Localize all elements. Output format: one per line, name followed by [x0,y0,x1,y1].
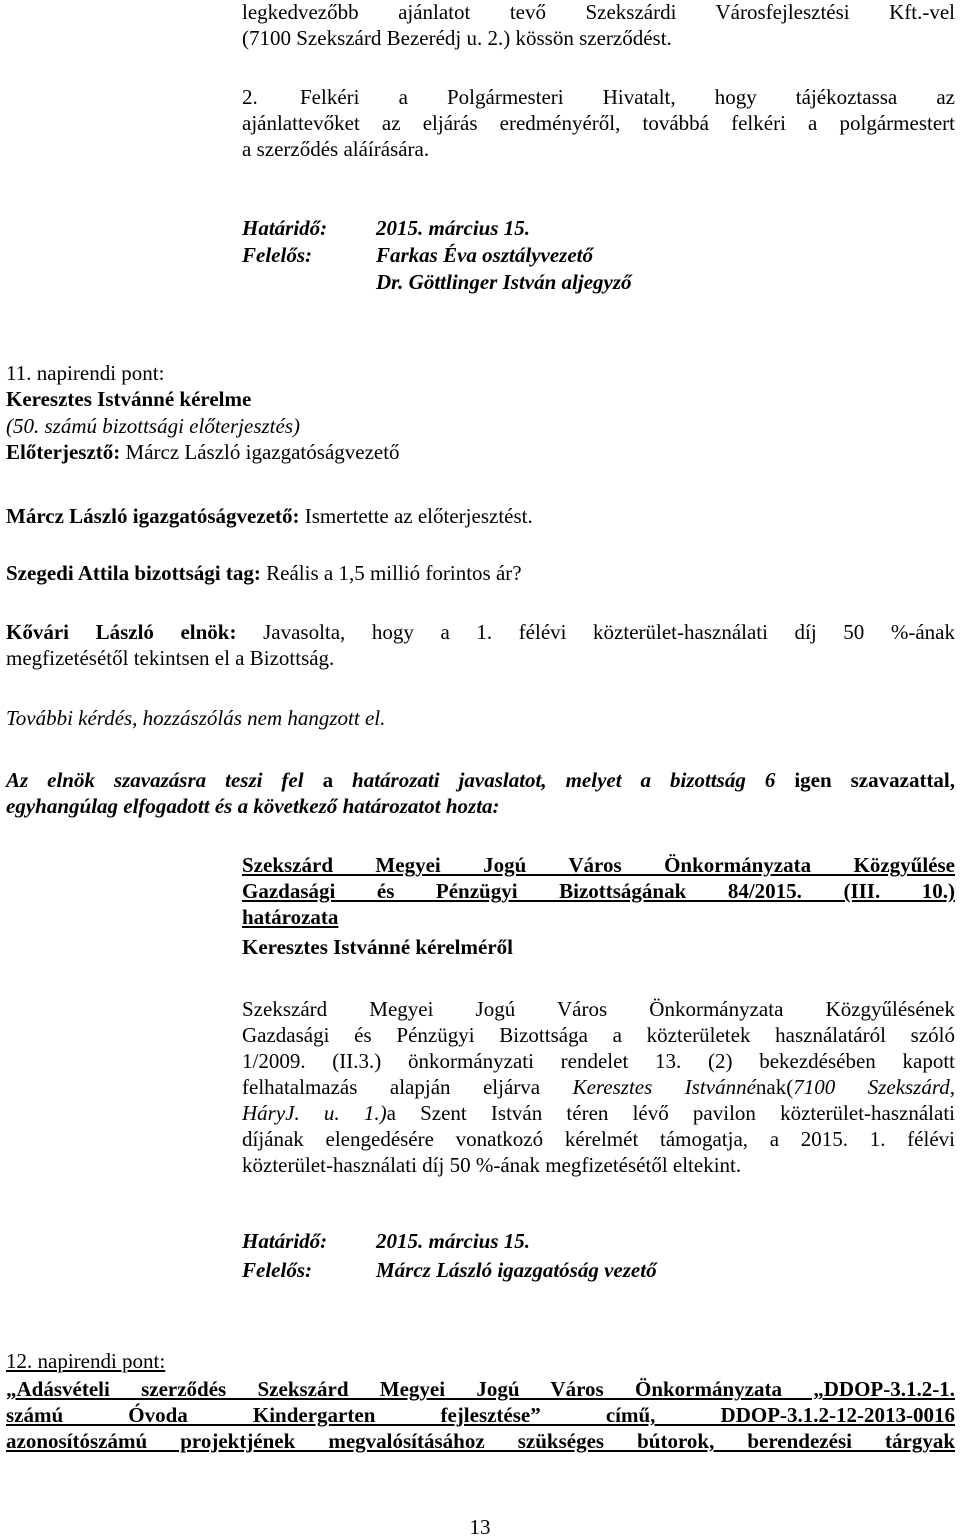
page-number: 13 [469,1515,491,1539]
vote-text: lag elfogadott és a következő [91,794,338,818]
intro-line: (7100 Szekszárd Bezerédj u. 2.) kössön szerződést. [242,26,672,50]
responsible-label: Felelős: [242,1258,312,1282]
chair-paragraph [6,619,955,671]
agenda-title-line: „Adásvételi szerződés Szekszárd Megyei Jogú Város Önkormányzata „DDOP-3.1.2-1. [6,1377,955,1401]
body-line: 1/2009. (II.3.) önkormányzati rendelet 13. (2) bekezdésében kapott [242,1049,955,1073]
point-line: ajánlattevőket az eljárás eredményéről, továbbá felkéri a polgármestert [242,111,955,135]
agenda-heading: 11. napirendi pont: [6,361,165,385]
agenda-title-line: számú Óvoda Kindergarten fejlesztése” című, DDOP-3.1.2-12-2013-0016 [6,1403,955,1427]
vote-text: egyhangú [6,794,92,818]
agenda-title-line: azonosítószámú projektjének megvalósításához szükséges bútorok, berendezési tárgyak [6,1429,955,1453]
presenter-label: Előterjesztő: [6,440,121,464]
vote-text: Az elnök szavazásra teszi fel [6,768,304,792]
speaker-text: Ismertette az előterjesztést. [304,504,533,528]
speaker-text: megfizetésétől tekintsen el a Bizottság. [6,646,335,670]
agenda-title: Keresztes Istvánné kérelme [6,387,252,411]
resolution-title-line: Szekszárd Megyei Jogú Város Önkormányzata Közgyűlése [242,853,955,877]
speaker-text: Reális a 1,5 millió forintos ár? [266,561,522,585]
body-text: nak( [755,1075,794,1099]
responsible-label: Felelős: [242,243,312,267]
vote-text: határozati javaslatot, melyet a bizottság 6 [352,768,776,792]
body-line: Szekszárd Megyei Jogú Város Önkormányzata Közgyűlésének [242,997,955,1021]
speaker-name: Kővári László elnök: [6,620,237,644]
deadline-label: Határidő: [242,216,328,240]
point-line: Felkéri a Polgármesteri Hivatalt, hogy tájékoztassa az [300,85,955,109]
body-line: közterület-használati díj 50 %-ának megfizetésétől eltekint. [242,1153,742,1177]
intro-paragraph [242,0,955,51]
intro-line: legkedvezőbb ajánlatot tevő Szekszárdi Városfejlesztési Kft.-vel [242,0,955,24]
deadline-label: Határidő: [242,1229,328,1253]
body-text: Keresztes Istvánné [572,1075,756,1099]
no-more-comments: További kérdés, hozzászólás nem hangzott el. [6,706,386,730]
body-text: 7100 Szekszárd, [793,1075,955,1099]
agenda-subtitle: (50. számú bizottsági előterjesztés) [6,414,300,438]
responsible-name: Farkas Éva osztályvezető [376,243,593,267]
resolution-point-2 [242,84,955,162]
resolution-title [242,852,955,960]
responsible-name: Dr. Göttlinger István aljegyző [376,270,632,294]
vote-paragraph [6,767,955,819]
body-text: a Szent István téren lévő pavilon közterület-használati [386,1101,955,1125]
body-text: HáryJ. u. 1.) [242,1101,387,1125]
point-line: a szerződés aláírására. [242,137,430,161]
deadline-date: 2015. március 15. [376,216,531,240]
resolution-title-line: Gazdasági és Pénzügyi Bizottságának 84/2015. (III. 10.) [242,879,955,903]
vote-text: igen szavazattal, [794,768,956,792]
speaker-name: Márcz László igazgatóságvezető: [6,504,300,528]
responsible-name: Márcz László igazgatóság vezető [376,1258,657,1282]
body-line: díjának elengedésére vonatkozó kérelmét támogatja, a 2015. 1. félévi [242,1127,955,1151]
vote-text: határozatot hozta: [342,794,500,818]
resolution-body [242,996,955,1178]
body-line: Gazdasági és Pénzügyi Bizottsága a közterületek használatáról szóló [242,1023,955,1047]
presenter-name: Márcz László igazgatóságvezető [125,440,400,464]
deadline-date: 2015. március 15. [376,1229,531,1253]
vote-text: a [322,768,334,792]
agenda-heading: 12. napirendi pont: [6,1349,166,1373]
resolution-title-line: határozata [242,905,339,929]
body-text: felhatalmazás alapján eljárva [242,1075,541,1099]
speaker-name: Szegedi Attila bizottsági tag: [6,561,261,585]
speaker-text: Javasolta, hogy a 1. félévi közterület-használati díj 50 %-ának [263,620,956,644]
point-number: 2. [242,85,258,109]
agenda-title [6,1376,955,1454]
resolution-subject: Keresztes Istvánné kérelméről [242,935,513,959]
